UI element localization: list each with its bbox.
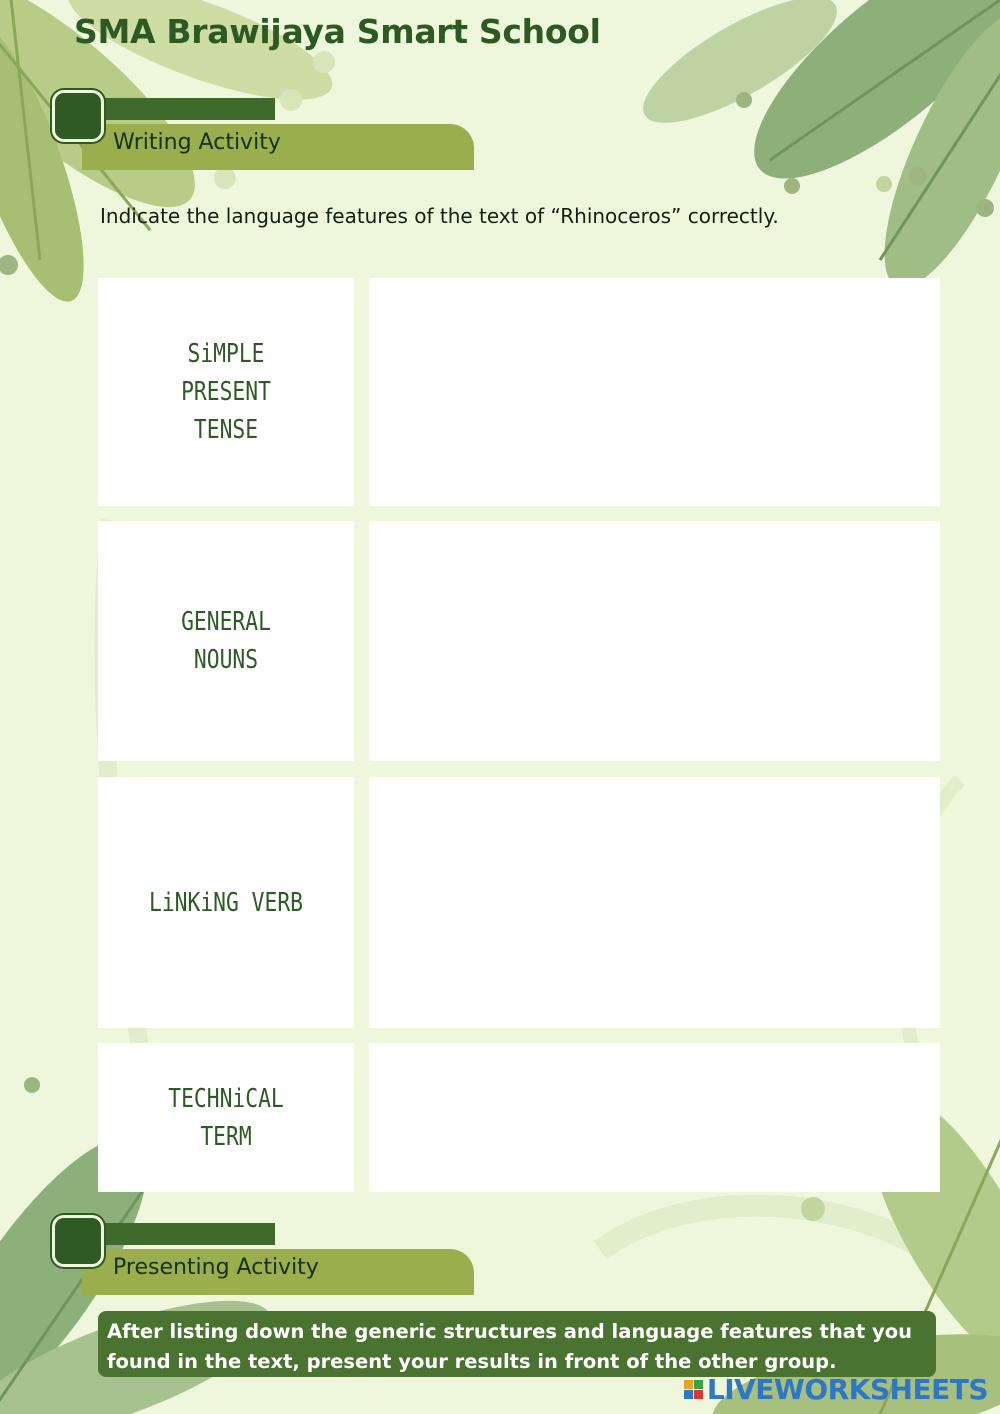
- mark-square: [684, 1380, 693, 1389]
- feature-label-cell: [98, 521, 354, 761]
- header-square-icon: [52, 1215, 104, 1267]
- writing-activity-header: [52, 90, 482, 180]
- header-square-icon: [52, 90, 104, 142]
- answer-box-technical-term[interactable]: [369, 1043, 940, 1192]
- feature-label: SiMPLE PRESENT TENSE: [181, 339, 271, 445]
- liveworksheets-wordmark: LIVEWORKSHEETS: [706, 1372, 988, 1406]
- presenting-activity-header: [52, 1215, 482, 1305]
- feature-label-cell: [98, 278, 354, 506]
- writing-activity-label: Writing Activity: [113, 130, 281, 155]
- feature-label: LiNKiNG VERB: [148, 887, 304, 918]
- feature-label-cell: [98, 1043, 354, 1192]
- answer-box-linking-verb[interactable]: [369, 777, 940, 1028]
- header-accent-bar: [92, 1223, 275, 1245]
- answer-box-general-nouns[interactable]: [369, 521, 940, 761]
- mark-square: [694, 1390, 703, 1399]
- feature-label: TECHNiCAL TERM: [168, 1083, 284, 1152]
- header-accent-bar: [92, 98, 275, 120]
- mark-square: [694, 1380, 703, 1389]
- writing-instruction: Indicate the language features of the text of “Rhinoceros” correctly.: [100, 204, 779, 228]
- mark-square: [684, 1390, 693, 1399]
- presenting-instruction: After listing down the generic structures and language features that you found in the text, present your results in front of the other group.: [98, 1311, 936, 1377]
- presenting-activity-label: Presenting Activity: [113, 1255, 319, 1280]
- answer-box-simple-present-tense[interactable]: [369, 278, 940, 506]
- feature-label: GENERAL NOUNS: [181, 607, 271, 675]
- school-title: SMA Brawijaya Smart School: [74, 12, 601, 51]
- liveworksheets-mark-icon: [684, 1380, 703, 1399]
- liveworksheets-logo[interactable]: [684, 1374, 988, 1404]
- feature-label-cell: [98, 777, 354, 1028]
